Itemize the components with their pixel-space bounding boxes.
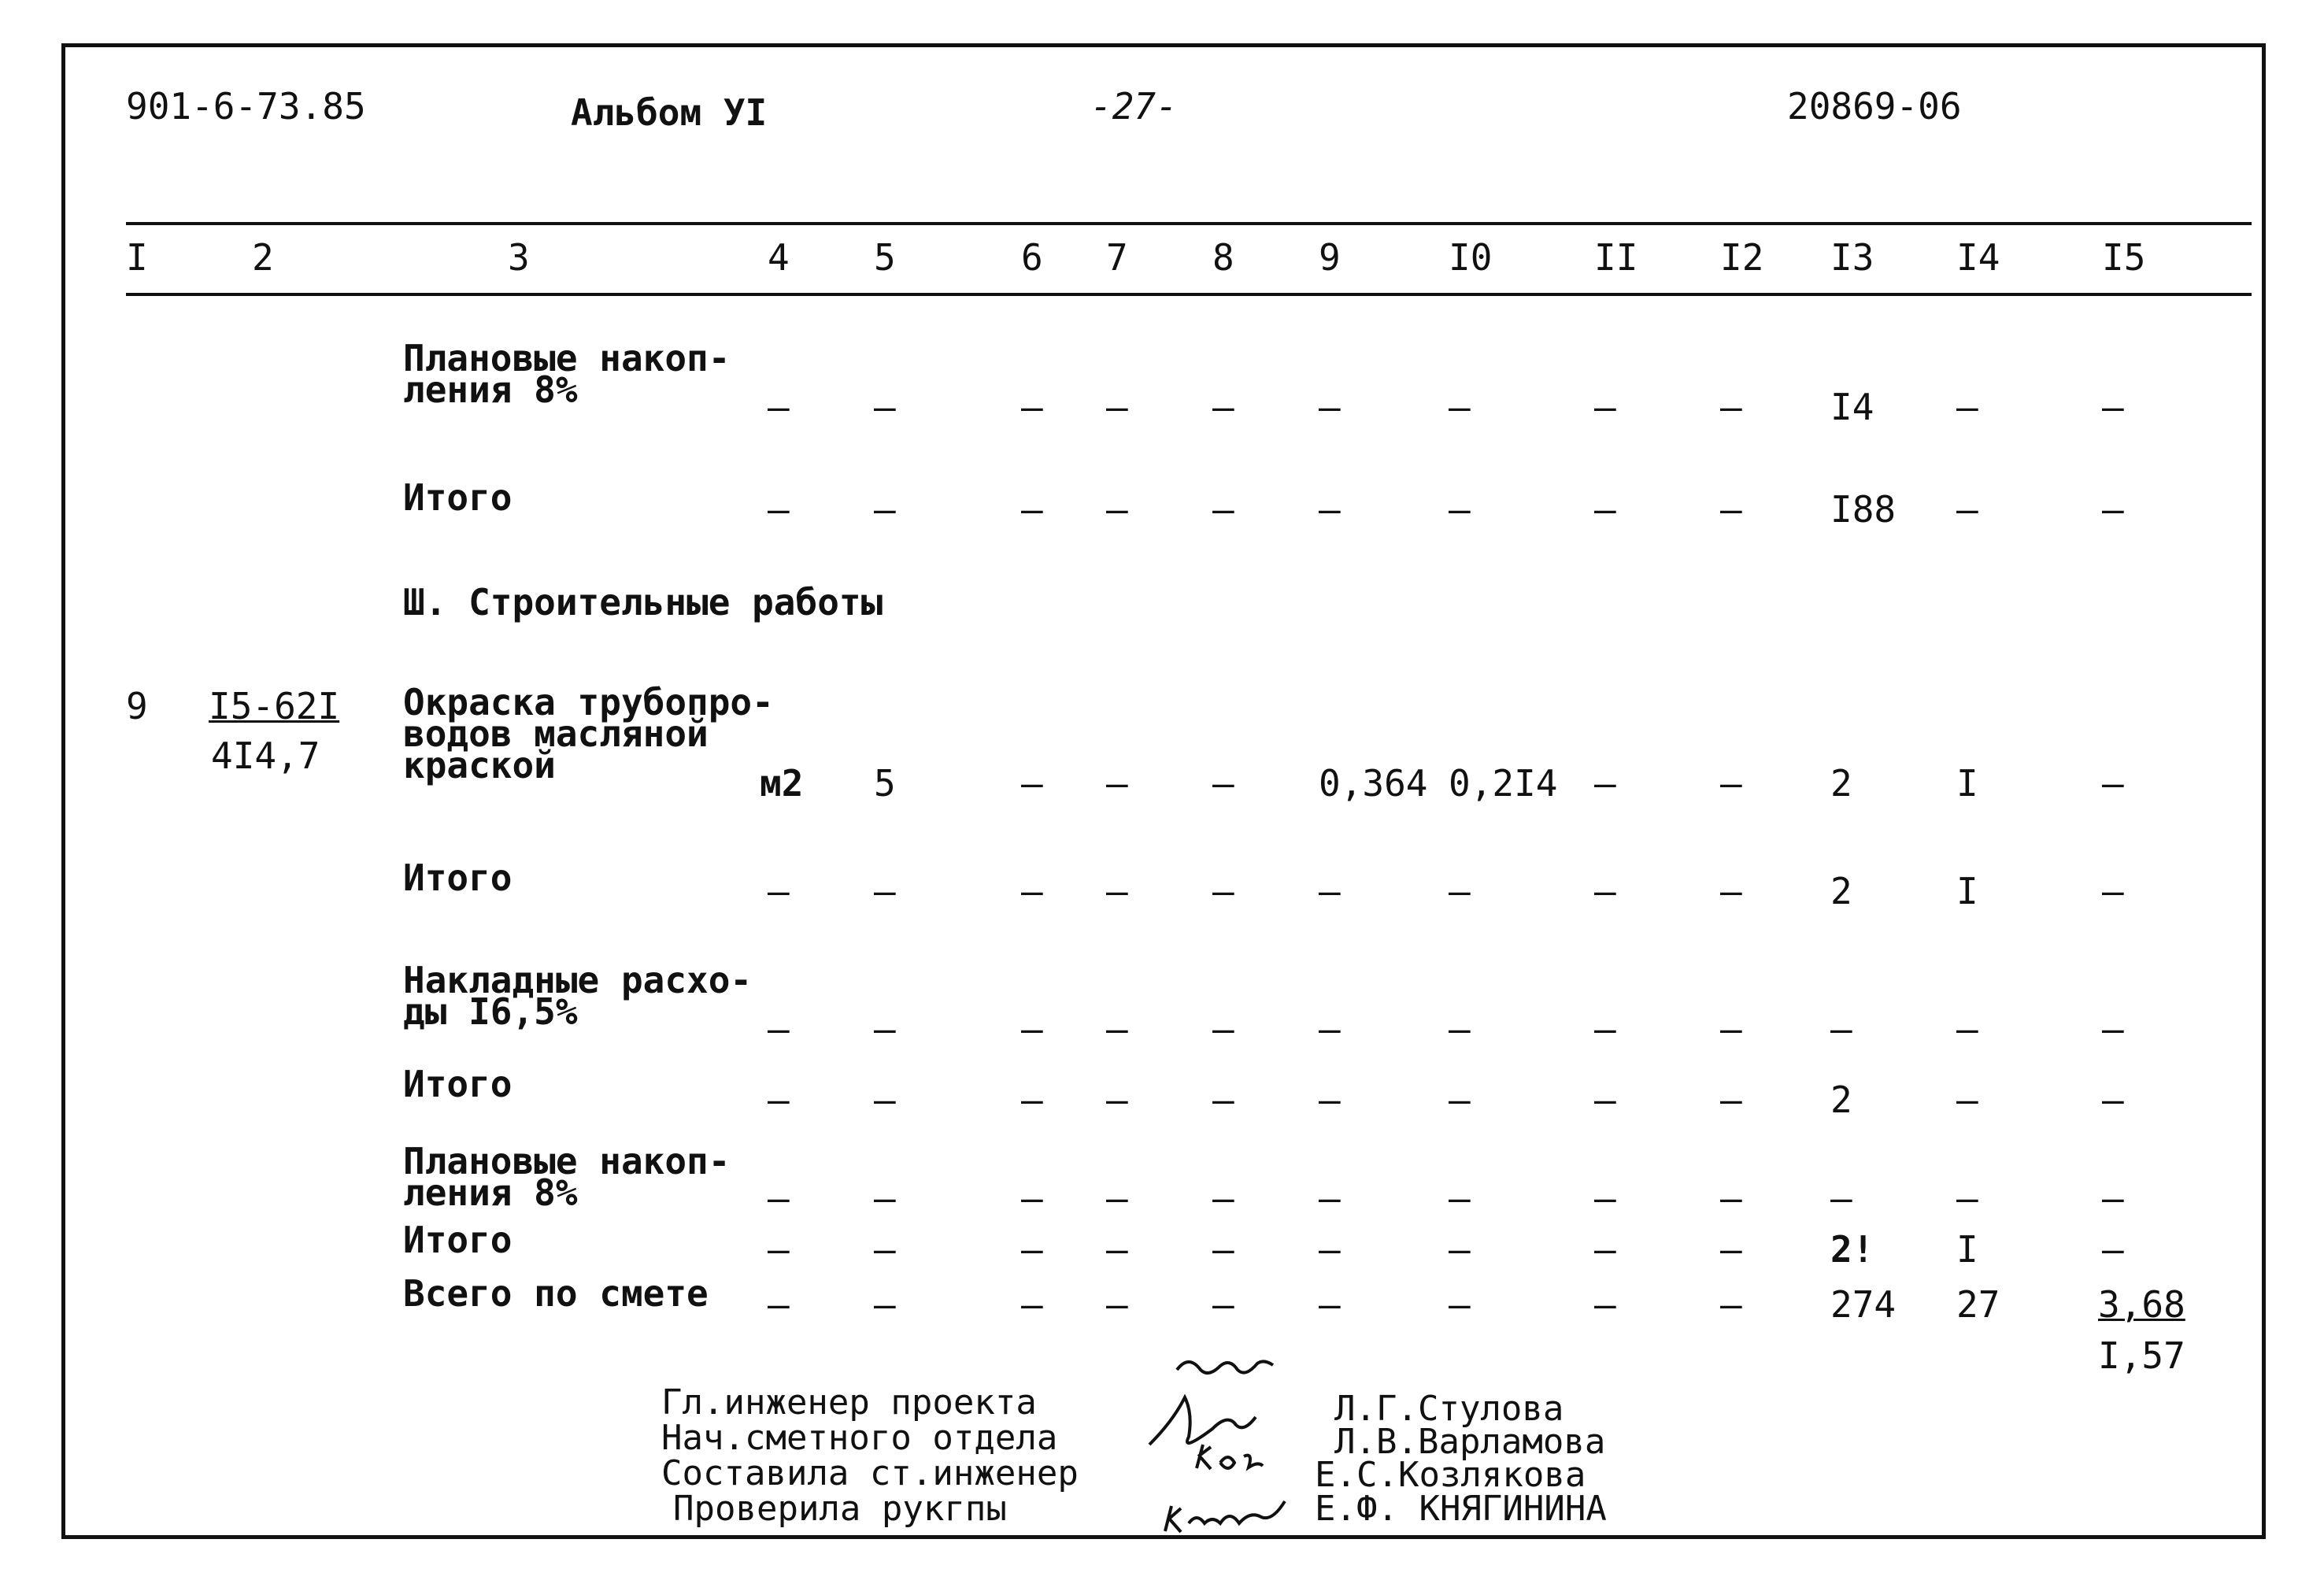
cell: –	[2102, 1008, 2124, 1050]
cell: –	[1106, 1177, 1128, 1219]
cell: –	[1449, 870, 1471, 912]
doc-number: 20869-06	[1787, 85, 1962, 128]
cell: –	[1212, 386, 1234, 428]
cell: –	[1720, 870, 1742, 912]
cell: –	[2102, 762, 2124, 805]
col-header: II	[1594, 236, 1638, 279]
col-header: 2	[252, 236, 274, 279]
cell: –	[1319, 1228, 1341, 1271]
cell: –	[1594, 1079, 1616, 1121]
cell: I	[1956, 762, 1978, 805]
col-header: 4	[768, 236, 790, 279]
cell: –	[1212, 1177, 1234, 1219]
cell: –	[874, 386, 896, 428]
cell: –	[1106, 1008, 1128, 1050]
cell: –	[1212, 1079, 1234, 1121]
header-rule-bottom	[126, 293, 2252, 296]
cell: –	[768, 870, 790, 912]
cell: –	[2102, 1228, 2124, 1271]
page-number: -27-	[1090, 85, 1178, 128]
cell: –	[768, 1228, 790, 1271]
row-label: Всего по смете	[403, 1272, 709, 1315]
cell: –	[1720, 1177, 1742, 1219]
cell: –	[1106, 386, 1128, 428]
row-label: Плановые накоп- ления 8%	[403, 337, 731, 411]
cell: –	[1720, 1283, 1742, 1326]
cell: –	[1212, 1228, 1234, 1271]
col-header: I2	[1720, 236, 1764, 279]
cell: I	[1956, 870, 1978, 912]
cell: –	[1319, 870, 1341, 912]
signature-name: Л.Г.Стулова	[1334, 1389, 1564, 1429]
row-label: Окраска трубопро- водов масляной краской	[403, 681, 774, 786]
doc-code: 901-6-73.85	[126, 85, 366, 128]
handwritten-signatures	[1134, 1338, 1346, 1551]
cell: –	[1449, 1177, 1471, 1219]
col-header: I5	[2102, 236, 2146, 279]
cell: –	[874, 1079, 896, 1121]
cell: 2	[1830, 762, 1852, 805]
cell: 2	[1830, 1079, 1852, 1121]
cell: –	[1449, 386, 1471, 428]
row-label: Итого	[403, 1063, 513, 1105]
signature-role: Проверила рукгпы	[673, 1489, 1007, 1529]
col-header: I	[126, 236, 148, 279]
cell: 0,364	[1319, 762, 1428, 805]
cell: м2	[760, 762, 804, 805]
cell: –	[1956, 386, 1978, 428]
cell: –	[1594, 1228, 1616, 1271]
cell: –	[874, 1283, 896, 1326]
cell: I88	[1830, 488, 1897, 531]
cell: –	[1021, 762, 1043, 805]
cell: –	[768, 488, 790, 531]
cell: –	[1830, 1177, 1852, 1219]
cell: –	[768, 386, 790, 428]
cell-total-bottom: I,57	[2098, 1334, 2185, 1377]
signature-role: Гл.инженер проекта	[661, 1382, 1037, 1423]
cell: 0,2I4	[1449, 762, 1558, 805]
cell: –	[1106, 870, 1128, 912]
col-header: 9	[1319, 236, 1341, 279]
cell: –	[1956, 1079, 1978, 1121]
cell: –	[1594, 1177, 1616, 1219]
cell: –	[1449, 1008, 1471, 1050]
cell: –	[1106, 1228, 1128, 1271]
cell: –	[874, 870, 896, 912]
cell: 5	[874, 762, 896, 805]
item-price: 4I4,7	[211, 734, 320, 777]
cell: –	[1106, 1079, 1128, 1121]
cell: –	[1021, 1177, 1043, 1219]
cell: –	[768, 1008, 790, 1050]
signature-name: Е.С.Козлякова	[1315, 1455, 1586, 1495]
row-label: Итого	[403, 857, 513, 899]
cell: –	[1021, 1079, 1043, 1121]
cell: –	[1212, 488, 1234, 531]
cell: I4	[1830, 386, 1874, 428]
cell: –	[2102, 870, 2124, 912]
cell: –	[1594, 1283, 1616, 1326]
cell: –	[1319, 1008, 1341, 1050]
cell: –	[768, 1079, 790, 1121]
col-header: I3	[1830, 236, 1874, 279]
signature-name: Л.В.Варламова	[1334, 1422, 1606, 1462]
cell: –	[2102, 1079, 2124, 1121]
cell: –	[1956, 488, 1978, 531]
row-label: Плановые накоп- ления 8%	[403, 1140, 731, 1214]
cell: –	[2102, 1177, 2124, 1219]
cell: –	[1830, 1008, 1852, 1050]
cell: –	[1021, 870, 1043, 912]
section-heading: Ш. Строительные работы	[403, 581, 883, 623]
col-header: 3	[508, 236, 530, 279]
row-label: Итого	[403, 476, 513, 519]
cell: I	[1956, 1228, 1978, 1271]
cell: 274	[1830, 1283, 1897, 1326]
cell: 27	[1956, 1283, 2000, 1326]
cell: –	[1720, 386, 1742, 428]
album-label: Альбом УI	[571, 91, 768, 134]
col-header: 8	[1212, 236, 1234, 279]
cell: –	[1021, 386, 1043, 428]
cell: –	[1449, 488, 1471, 531]
row-label: Накладные расхо- ды I6,5%	[403, 959, 753, 1033]
cell: –	[874, 488, 896, 531]
item-code: I5-62I	[209, 685, 340, 727]
cell: –	[1319, 488, 1341, 531]
cell: –	[1212, 1008, 1234, 1050]
cell: –	[1720, 1008, 1742, 1050]
cell: –	[1449, 1283, 1471, 1326]
header-rule-top	[126, 222, 2252, 225]
cell: –	[1021, 1008, 1043, 1050]
cell: –	[1021, 1283, 1043, 1326]
item-number: 9	[126, 685, 148, 727]
cell: –	[2102, 386, 2124, 428]
cell-total-top: 3,68	[2098, 1283, 2185, 1326]
cell: –	[874, 1008, 896, 1050]
cell: –	[1212, 870, 1234, 912]
cell: –	[1021, 1228, 1043, 1271]
cell: –	[1594, 488, 1616, 531]
cell: 2!	[1830, 1228, 1874, 1271]
cell: –	[1720, 488, 1742, 531]
cell: –	[1720, 1228, 1742, 1271]
cell: –	[1212, 762, 1234, 805]
row-label: Итого	[403, 1219, 513, 1261]
col-header: 7	[1106, 236, 1128, 279]
col-header: I4	[1956, 236, 2000, 279]
cell: –	[874, 1228, 896, 1271]
cell: –	[1594, 386, 1616, 428]
signature-role: Нач.сметного отдела	[661, 1418, 1058, 1458]
cell: –	[768, 1177, 790, 1219]
cell: 2	[1830, 870, 1852, 912]
cell: –	[1720, 1079, 1742, 1121]
signature-name: Е.Ф. КНЯГИНИНА	[1315, 1489, 1607, 1529]
cell: –	[1106, 762, 1128, 805]
cell: –	[1594, 762, 1616, 805]
cell: –	[1319, 1283, 1341, 1326]
cell: –	[1956, 1177, 1978, 1219]
cell: –	[2102, 488, 2124, 531]
signature-role: Составила ст.инженер	[661, 1453, 1079, 1493]
col-header: I0	[1449, 236, 1493, 279]
cell: –	[1106, 488, 1128, 531]
cell: –	[1319, 1177, 1341, 1219]
col-header: 6	[1021, 236, 1043, 279]
cell: –	[1594, 870, 1616, 912]
cell: –	[1449, 1228, 1471, 1271]
cell: –	[1319, 1079, 1341, 1121]
cell: –	[874, 1177, 896, 1219]
cell: –	[1212, 1283, 1234, 1326]
cell: –	[1594, 1008, 1616, 1050]
cell: –	[768, 1283, 790, 1326]
cell: –	[1106, 1283, 1128, 1326]
page-frame	[61, 43, 2266, 1539]
cell: –	[1449, 1079, 1471, 1121]
cell: –	[1319, 386, 1341, 428]
cell: –	[1956, 1008, 1978, 1050]
col-header: 5	[874, 236, 896, 279]
cell: –	[1021, 488, 1043, 531]
cell: –	[1720, 762, 1742, 805]
